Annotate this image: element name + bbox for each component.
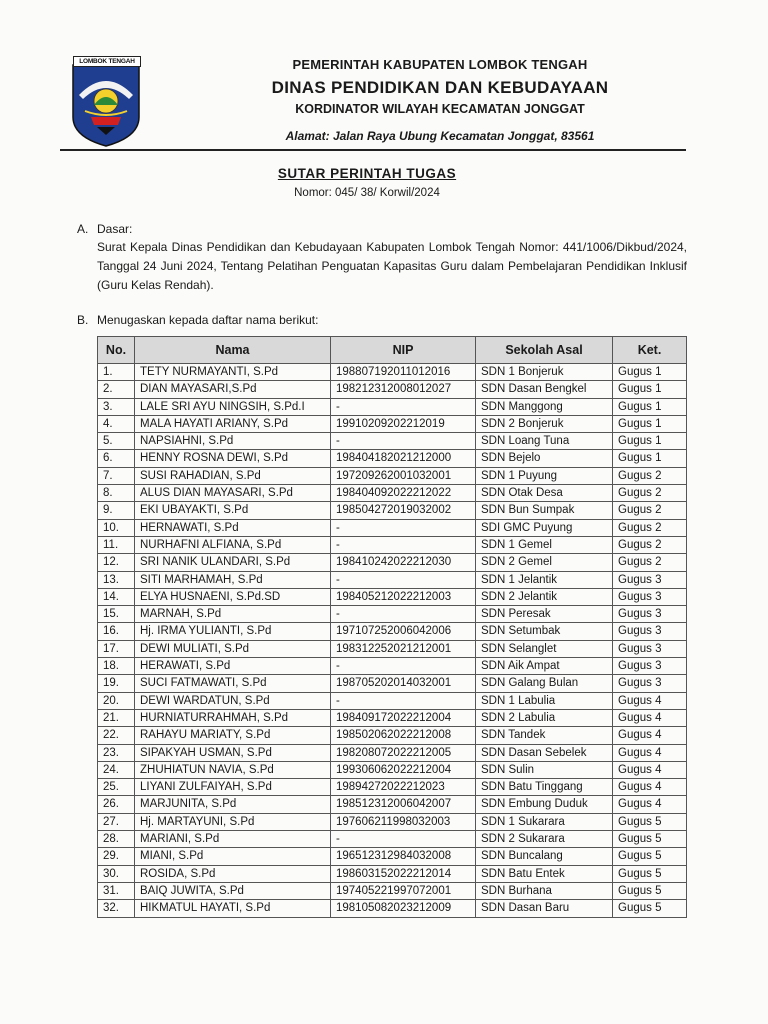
letterhead-divider [60,149,686,151]
cell-sekolah: SDN Manggong [476,398,613,415]
cell-ket: Gugus 5 [613,848,687,865]
cell-no: 5. [98,433,135,450]
cell-nip: 198512312006042007 [331,796,476,813]
cell-nip: 198410242022212030 [331,554,476,571]
cell-nama: EKI UBAYAKTI, S.Pd [135,502,331,519]
cell-nip: 19910209202212019 [331,415,476,432]
table-row [98,571,687,588]
table-row [98,364,687,381]
cell-no: 25. [98,779,135,796]
cell-ket: Gugus 5 [613,900,687,917]
cell-ket: Gugus 1 [613,433,687,450]
cell-sekolah: SDN Embung Duduk [476,796,613,813]
table-row [98,779,687,796]
cell-nip: - [331,571,476,588]
cell-nip: - [331,519,476,536]
cell-no: 13. [98,571,135,588]
cell-nip: 198502062022212008 [331,727,476,744]
cell-nip: 198404182021212000 [331,450,476,467]
cell-no: 26. [98,796,135,813]
assignment-table [97,336,687,918]
cell-nip: - [331,658,476,675]
header-ket: Ket. [613,337,687,364]
cell-nip: 19894272022212023 [331,779,476,796]
cell-nip: 198312252021212001 [331,640,476,657]
table-row [98,623,687,640]
cell-no: 29. [98,848,135,865]
cell-nip: 198212312008012027 [331,381,476,398]
cell-nama: DEWI WARDATUN, S.Pd [135,692,331,709]
cell-nip: 198409172022212004 [331,709,476,726]
section-a-letter: A. [77,222,89,236]
cell-sekolah: SDN Aik Ampat [476,658,613,675]
cell-nama: SUSI RAHADIAN, S.Pd [135,467,331,484]
table-row [98,675,687,692]
cell-ket: Gugus 5 [613,882,687,899]
cell-nama: HIKMATUL HAYATI, S.Pd [135,900,331,917]
cell-nama: DIAN MAYASARI,S.Pd [135,381,331,398]
table-row [98,744,687,761]
cell-sekolah: SDN Tandek [476,727,613,744]
cell-nama: MARNAH, S.Pd [135,606,331,623]
cell-nama: HERAWATI, S.Pd [135,658,331,675]
table-row [98,761,687,778]
cell-sekolah: SDI GMC Puyung [476,519,613,536]
cell-nama: SRI NANIK ULANDARI, S.Pd [135,554,331,571]
cell-sekolah: SDN 2 Gemel [476,554,613,571]
cell-sekolah: SDN 2 Labulia [476,709,613,726]
cell-no: 17. [98,640,135,657]
table-row [98,831,687,848]
cell-sekolah: SDN Galang Bulan [476,675,613,692]
section-a-heading: Dasar: [97,222,133,236]
cell-sekolah: SDN Sulin [476,761,613,778]
cell-sekolah: SDN 2 Sukarara [476,831,613,848]
section-b-heading: Menugaskan kepada daftar nama berikut: [97,313,319,327]
cell-nip: 198208072022212005 [331,744,476,761]
letterhead-address: Alamat: Jalan Raya Ubung Kecamatan Jonggat, 83561 [285,129,595,143]
cell-nama: DEWI MULIATI, S.Pd [135,640,331,657]
table-row [98,900,687,917]
cell-sekolah: SDN Buncalang [476,848,613,865]
cell-sekolah: SDN 2 Bonjeruk [476,415,613,432]
cell-nama: MARJUNITA, S.Pd [135,796,331,813]
table-row [98,398,687,415]
cell-nama: SITI MARHAMAH, S.Pd [135,571,331,588]
cell-no: 24. [98,761,135,778]
cell-ket: Gugus 4 [613,727,687,744]
cell-nama: Hj. IRMA YULIANTI, S.Pd [135,623,331,640]
table-row [98,485,687,502]
table-row [98,658,687,675]
cell-sekolah: SDN 1 Bonjeruk [476,364,613,381]
document-title: SUTAR PERINTAH TUGAS [277,166,457,181]
cell-ket: Gugus 4 [613,796,687,813]
cell-no: 14. [98,588,135,605]
cell-no: 30. [98,865,135,882]
cell-nip: 197405221997072001 [331,882,476,899]
cell-no: 21. [98,709,135,726]
cell-nip: 198705202014032001 [331,675,476,692]
cell-ket: Gugus 2 [613,485,687,502]
cell-sekolah: SDN Bejelo [476,450,613,467]
cell-sekolah: SDN Bun Sumpak [476,502,613,519]
cell-sekolah: SDN 1 Gemel [476,536,613,553]
cell-nip: 197209262001032001 [331,467,476,484]
cell-sekolah: SDN Loang Tuna [476,433,613,450]
cell-nama: SUCI FATMAWATI, S.Pd [135,675,331,692]
cell-nip: 198504272019032002 [331,502,476,519]
cell-no: 7. [98,467,135,484]
cell-ket: Gugus 2 [613,554,687,571]
cell-sekolah: SDN Dasan Bengkel [476,381,613,398]
header-sekolah: Sekolah Asal [476,337,613,364]
cell-nama: LIYANI ZULFAIYAH, S.Pd [135,779,331,796]
cell-no: 2. [98,381,135,398]
cell-nip: 198603152022212014 [331,865,476,882]
cell-no: 4. [98,415,135,432]
cell-nip: - [331,606,476,623]
cell-nip: - [331,536,476,553]
cell-nama: HURNIATURRAHMAH, S.Pd [135,709,331,726]
table-row [98,709,687,726]
cell-nip: 197606211998032003 [331,813,476,830]
cell-sekolah: SDN 1 Puyung [476,467,613,484]
table-row [98,692,687,709]
cell-no: 20. [98,692,135,709]
cell-ket: Gugus 5 [613,813,687,830]
table-row [98,554,687,571]
emblem-caption: LOMBOK TENGAH [73,56,141,67]
cell-ket: Gugus 1 [613,364,687,381]
letterhead-government: PEMERINTAH KABUPATEN LOMBOK TENGAH [292,57,588,72]
cell-nama: NAPSIAHNI, S.Pd [135,433,331,450]
table-row [98,450,687,467]
cell-nip: 198404092022212022 [331,485,476,502]
cell-no: 1. [98,364,135,381]
cell-nip: 197107252006042006 [331,623,476,640]
cell-ket: Gugus 4 [613,779,687,796]
cell-nama: MALA HAYATI ARIANY, S.Pd [135,415,331,432]
cell-nama: ELYA HUSNAENI, S.Pd.SD [135,588,331,605]
letterhead-agency: DINAS PENDIDIKAN DAN KEBUDAYAAN [271,78,609,97]
cell-sekolah: SDN 1 Labulia [476,692,613,709]
table-row [98,519,687,536]
cell-no: 28. [98,831,135,848]
cell-no: 31. [98,882,135,899]
cell-no: 15. [98,606,135,623]
cell-sekolah: SDN Selanglet [476,640,613,657]
table-header-row [98,337,687,364]
cell-nip: - [331,692,476,709]
cell-ket: Gugus 4 [613,692,687,709]
cell-sekolah: SDN Dasan Baru [476,900,613,917]
table-row [98,813,687,830]
table-row [98,433,687,450]
cell-ket: Gugus 1 [613,450,687,467]
cell-sekolah: SDN Setumbak [476,623,613,640]
table-row [98,381,687,398]
cell-sekolah: SDN Burhana [476,882,613,899]
cell-nama: MARIANI, S.Pd [135,831,331,848]
cell-sekolah: SDN 1 Jelantik [476,571,613,588]
cell-ket: Gugus 5 [613,865,687,882]
cell-nama: LALE SRI AYU NINGSIH, S.Pd.I [135,398,331,415]
cell-no: 18. [98,658,135,675]
cell-ket: Gugus 3 [613,640,687,657]
cell-ket: Gugus 4 [613,761,687,778]
cell-no: 23. [98,744,135,761]
table-row [98,882,687,899]
cell-ket: Gugus 2 [613,467,687,484]
cell-ket: Gugus 2 [613,519,687,536]
cell-nama: Hj. MARTAYUNI, S.Pd [135,813,331,830]
cell-sekolah: SDN Batu Entek [476,865,613,882]
cell-no: 10. [98,519,135,536]
cell-no: 9. [98,502,135,519]
cell-ket: Gugus 3 [613,606,687,623]
section-a-body: Surat Kepala Dinas Pendidikan dan Kebudayaan Kabupaten Lombok Tengah Nomor: 441/1006/Dikbud/2024, Tanggal 24 Juni 2024, Tentang Pelatihan Penguatan Kapasitas Guru dalam Pembelajaran Pendidikan Inklusif (Guru Kelas Rendah). [97,240,687,292]
cell-nama: RAHAYU MARIATY, S.Pd [135,727,331,744]
cell-no: 22. [98,727,135,744]
cell-ket: Gugus 3 [613,623,687,640]
cell-nama: NURHAFNI ALFIANA, S.Pd [135,536,331,553]
cell-ket: Gugus 4 [613,744,687,761]
cell-no: 32. [98,900,135,917]
lombok-tengah-emblem [71,55,141,147]
cell-nip: 198405212022212003 [331,588,476,605]
cell-nip: 199306062022212004 [331,761,476,778]
cell-no: 16. [98,623,135,640]
cell-ket: Gugus 2 [613,536,687,553]
table-row [98,415,687,432]
cell-nama: HERNAWATI, S.Pd [135,519,331,536]
cell-sekolah: SDN Otak Desa [476,485,613,502]
table-row [98,727,687,744]
cell-no: 3. [98,398,135,415]
table-row [98,502,687,519]
cell-ket: Gugus 3 [613,571,687,588]
cell-nip: - [331,433,476,450]
cell-no: 27. [98,813,135,830]
cell-ket: Gugus 3 [613,675,687,692]
section-b-letter: B. [77,313,89,327]
table-row [98,865,687,882]
cell-sekolah: SDN Peresak [476,606,613,623]
cell-nama: HENNY ROSNA DEWI, S.Pd [135,450,331,467]
cell-ket: Gugus 3 [613,588,687,605]
table-row [98,606,687,623]
cell-no: 12. [98,554,135,571]
cell-sekolah: SDN Dasan Sebelek [476,744,613,761]
cell-nama: ZHUHIATUN NAVIA, S.Pd [135,761,331,778]
cell-ket: Gugus 4 [613,709,687,726]
cell-no: 6. [98,450,135,467]
cell-nama: SIPAKYAH USMAN, S.Pd [135,744,331,761]
cell-ket: Gugus 1 [613,381,687,398]
header-no: No. [98,337,135,364]
cell-no: 11. [98,536,135,553]
cell-nip: 198105082023212009 [331,900,476,917]
cell-nip: - [331,831,476,848]
cell-sekolah: SDN 2 Jelantik [476,588,613,605]
cell-nama: ALUS DIAN MAYASARI, S.Pd [135,485,331,502]
header-nip: NIP [331,337,476,364]
cell-ket: Gugus 1 [613,398,687,415]
cell-ket: Gugus 2 [613,502,687,519]
table-row [98,796,687,813]
cell-nip: - [331,398,476,415]
table-row [98,640,687,657]
cell-no: 8. [98,485,135,502]
cell-no: 19. [98,675,135,692]
cell-ket: Gugus 1 [613,415,687,432]
table-row [98,467,687,484]
cell-sekolah: SDN Batu Tinggang [476,779,613,796]
cell-nip: 198807192011012016 [331,364,476,381]
document-number: Nomor: 045/ 38/ Korwil/2024 [294,187,440,199]
table-row [98,848,687,865]
cell-nip: 196512312984032008 [331,848,476,865]
header-nama: Nama [135,337,331,364]
letterhead-office: KORDINATOR WILAYAH KECAMATAN JONGGAT [295,102,585,116]
table-row [98,536,687,553]
cell-sekolah: SDN 1 Sukarara [476,813,613,830]
cell-ket: Gugus 5 [613,831,687,848]
table-body [98,364,687,918]
cell-nama: ROSIDA, S.Pd [135,865,331,882]
table-row [98,588,687,605]
cell-nama: MIANI, S.Pd [135,848,331,865]
cell-ket: Gugus 3 [613,658,687,675]
cell-nama: BAIQ JUWITA, S.Pd [135,882,331,899]
cell-nama: TETY NURMAYANTI, S.Pd [135,364,331,381]
